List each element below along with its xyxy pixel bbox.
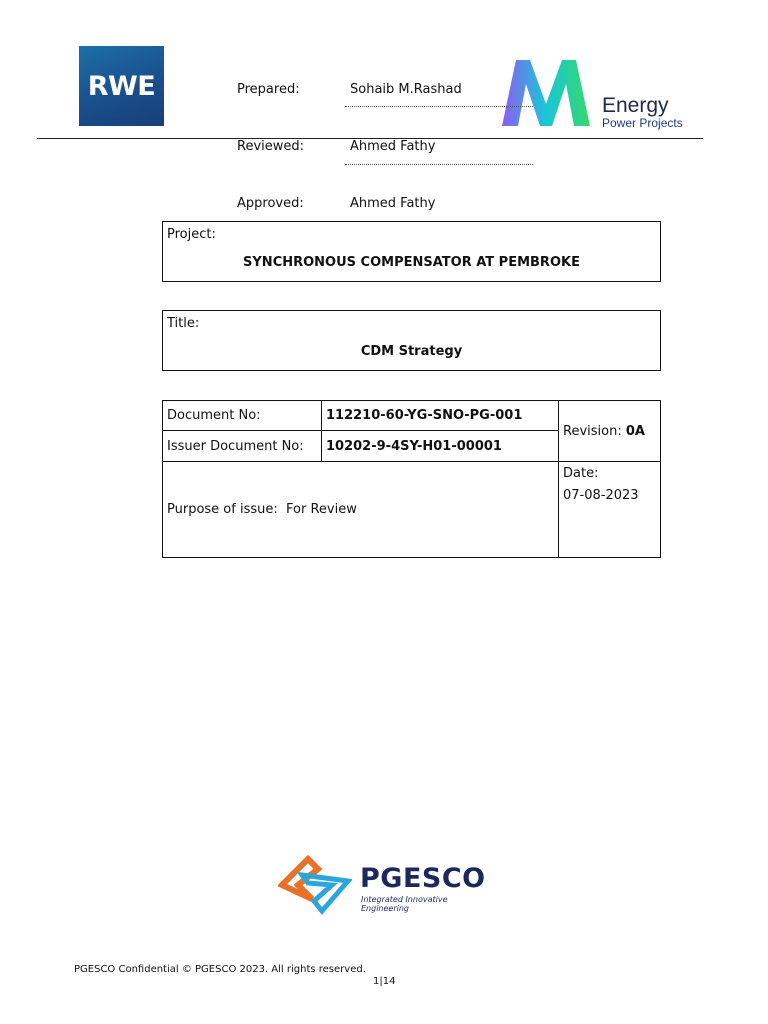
page-number: 1|14	[373, 976, 396, 987]
project-box	[162, 221, 661, 282]
title-label: Title:	[167, 316, 200, 331]
prepared-signature-line	[345, 106, 533, 107]
energy-m-mark-icon	[500, 58, 592, 130]
revision-label: Revision:	[563, 423, 622, 439]
reviewed-label: Reviewed:	[237, 139, 305, 154]
approved-label: Approved:	[237, 196, 304, 211]
purpose-value: For Review	[286, 502, 357, 517]
approved-value: Ahmed Fathy	[350, 196, 436, 211]
pgesco-diamond-icon	[278, 855, 352, 915]
reviewed-signature-line	[345, 164, 533, 165]
issuer-document-no-label: Issuer Document No:	[167, 438, 304, 454]
document-info-table	[162, 400, 661, 558]
rwe-logo-text: RWE	[87, 70, 156, 102]
energy-logo-subtitle: Power Projects	[602, 116, 683, 130]
title-box	[162, 310, 661, 371]
pgesco-logo-tagline: Integrated Innovative Engineering	[361, 895, 448, 913]
project-value: SYNCHRONOUS COMPENSATOR AT PEMBROKE	[243, 255, 580, 270]
document-no-label-cell	[163, 401, 322, 431]
prepared-label: Prepared:	[237, 82, 300, 97]
date-cell	[559, 462, 661, 558]
project-label: Project:	[167, 227, 216, 242]
issuer-document-no-value-cell	[322, 431, 559, 462]
reviewed-value: Ahmed Fathy	[350, 139, 436, 154]
issuer-document-no-value: 10202-9-4SY-H01-00001	[326, 438, 502, 454]
purpose-cell	[163, 462, 559, 558]
date-value: 07-08-2023	[563, 488, 639, 503]
revision-value: 0A	[625, 423, 645, 439]
issuer-document-no-label-cell	[163, 431, 322, 462]
document-no-label: Document No:	[167, 408, 261, 423]
energy-logo-word: Energy	[602, 94, 669, 117]
document-title: CDM Strategy	[360, 344, 463, 359]
document-no-value: 112210-60-YG-SNO-PG-001	[326, 408, 523, 423]
pgesco-logo-name: PGESCO	[360, 863, 486, 894]
footer-confidential: PGESCO Confidential © PGESCO 2023. All rights reserved.	[74, 964, 366, 975]
revision-cell	[559, 401, 661, 462]
rwe-logo	[79, 46, 164, 126]
energy-power-projects-logo	[500, 58, 700, 132]
purpose-label: Purpose of issue:	[167, 502, 278, 517]
pgesco-logo	[278, 855, 498, 917]
prepared-value: Sohaib M.Rashad	[350, 82, 462, 97]
document-no-value-cell	[322, 401, 559, 431]
date-label: Date:	[563, 466, 599, 481]
